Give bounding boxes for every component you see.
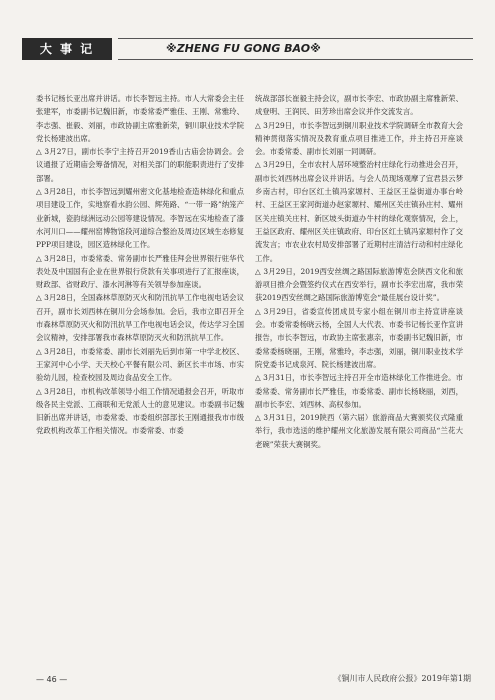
paragraph: 委书记杨长亚出席并讲话。市长李智远主持。市人大常委会主任张建军，市委副书记魏旧新，市委常委严雅佳、王刚、常雅玲、李志强、崔毅、刘丽，市政协副主席雅新荣，铜川职业技术学院党长杨建波出席。 — [36, 94, 244, 143]
journal-name: ※ZHENG FU GONG BAO※ — [118, 38, 473, 60]
paragraph: △ 3月29日，2019西安丝绸之路国际旅游博览会陕西文化和旅游项目推介会暨签约仪式在西安举行，副市长李宏出席，我市荣获2019西安丝绸之路国际旅游博览会“最佳展台设计奖”。 — [255, 266, 463, 303]
paragraph: △ 3月28日，市机构改革领导小组工作情况通报会召开，听取市级各民主党派、工商联和无党派人士的意见建议。市委副书记魏旧新出席并讲话，市委常委、市委组织部部长王刚通报我市市级党政机构改革工作相关情况。市委常委、市委 — [36, 386, 244, 436]
publication-title: 《铜川市人民政府公报》2019年第1期 — [333, 674, 471, 683]
paragraph: 统战部部长崔毅主持会议，副市长李宏、市政协副主席雅新荣、成登明、王润民、田芳珍出席会议并作交流发言。 — [255, 94, 463, 117]
paragraph: △ 3月29日，市长李智远到铜川职业技术学院调研全市教育大会精神贯彻落实情况及教育重点项目推进工作，并主持召开座谈会。市委常委、副市长刘丽一同调研。 — [255, 120, 463, 157]
paragraph: △ 3月27日，副市长李宁主持召开2019香山古庙会协调会。会议通报了近期庙会筹备情况，对相关部门的职能职责进行了安排部署。 — [36, 147, 244, 183]
right-column — [255, 92, 463, 451]
paragraph: △ 3月28日，全国森林草原防灭火和防汛抗旱工作电视电话会议召开，副市长刘西林在铜川分会场参加。会后，我市立即召开全市森林草原防灭火和防汛抗旱工作电视电话会议，传达学习全国会议精神，安排部署我市森林草原防灭火和防汛抗旱工作。 — [36, 293, 244, 343]
paragraph: △ 3月28日，市委常委、副市长刘丽先后到市第一中学北校区、王家河中心小学、天天校心平餐有限公司、新区长丰市场、市实验幼儿园，检查校园及周边食品安全工作。 — [36, 346, 244, 383]
page-number: — 46 — — [36, 675, 68, 684]
paragraph: △ 3月28日，市长李智远到耀州密文化基地检查造林绿化和重点项目建设工作，实地察看水韵公园、辉苑路、“一带一路”纳笼产业新城，瓷韵绿洲远动公园等建设情况。李智远在实地检查了漆水河川口——耀州窑博物馆段河道综合整治及周边区域生态修复PPP项目建设，园区造林绿化工作。 — [36, 187, 244, 250]
page-header — [22, 38, 473, 60]
paragraph: △ 3月29日，省委宣传团成员专家小组在铜川市主持宣讲座谈会。市委常委杨晓云杨，全国人大代表、市委书记杨长亚作宣讲报告，市长李智远，市政协主席张惠亲，市委副书记魏旧新，市委常委杨晓丽，王刚，常雅玲，李志强，刘丽，铜川职业技术学院党委书记成泉河、院长杨建波出席。 — [255, 306, 463, 369]
section-title: 大 事 记 — [22, 38, 112, 60]
left-column — [36, 92, 244, 438]
paragraph: △ 3月28日，市委常委、常务副市长严雅佳拜会世界银行驻华代表处及中国国有企业在世界银行贷款有关事项进行了汇报座谈，财政部、省财政厅、漆水河淋等有关领导参加座谈。 — [36, 253, 244, 290]
paragraph: △ 3月31日，市长李智远主持召开全市造林绿化工作推进会。市委常委、常务副市长严雅佳，市委常委、副市长杨晓丽，刘西，副市长李宏、刘西林、高权参加。 — [255, 373, 463, 409]
paragraph: △ 3月31日，2019陕西（第六届）旅游商品大赛颁奖仪式隆重举行，我市选送的维护耀州文化旅游发展有限公司商品“兰花大老碗”荣获大赛铜奖。 — [255, 413, 463, 449]
paragraph: △ 3月29日，全市农村人居环境整治村庄绿化行动推进会召开，副市长刘西林出席会议并讲话。与会人员现场观摩了宜君县云梦乡南古村，印台区红土镇冯家塬村、王益区王益街道办事台岭村、王益区王家河街道办赵家塬村、耀州区关庄镇孙庄村、耀州区关庄镇关庄村、新区坡头街道办牛村的绿化观察情况，会上，王益区政府、耀州区关庄镇政府、印台区红土镇冯家塬村作了交流发言；市农业农村局安排部署了近期村庄清洁行动和村庄绿化工作。 — [255, 160, 463, 263]
